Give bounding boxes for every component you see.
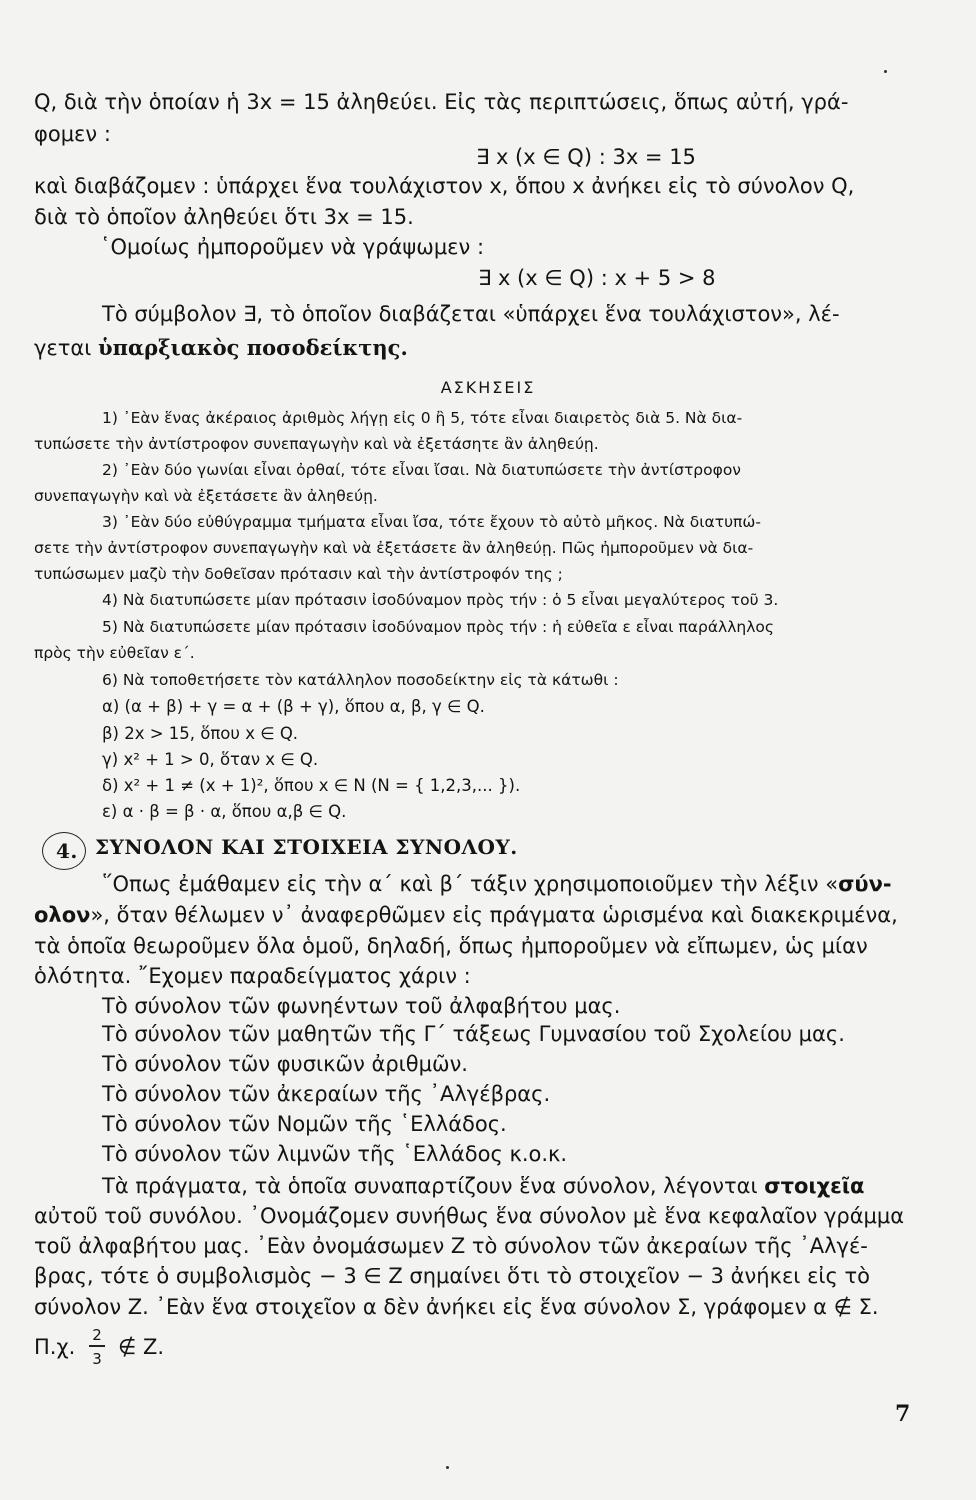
exercise-line: 4) Νὰ διατυπώσετε μίαν πρότασιν ἰσοδύναμον πρὸς τήν : ὁ 5 εἶναι μεγαλύτερος τοῦ 3. [102, 591, 779, 609]
exercise-item: α) (α + β) + γ = α + (β + γ), ὅπου α, β, γ ∈ Q. [102, 697, 485, 716]
text-line: αὐτοῦ τοῦ συνόλου. ᾿Ονομάζομεν συνήθως ἕνα σύνολον μὲ ἕνα κεφαλαῖον γράμμα [34, 1204, 905, 1228]
fraction-numerator: 2 [92, 1326, 102, 1344]
exercise-line: 1) ᾿Εὰν ἕνας ἀκέραιος ἀριθμὸς λήγῃ εἰς 0 ἢ 5, τότε εἶναι διαιρετὸς διὰ 5. Νὰ δια- [102, 409, 743, 427]
page-number: 7 [895, 1401, 911, 1427]
text-line: Q, διὰ τὴν ὁποίαν ἡ 3x = 15 ἀληθεύει. Εἰς τὰς περιπτώσεις, ὅπως αὐτή, γρά- [34, 90, 849, 114]
exercise-item: δ) x² + 1 ≠ (x + 1)², ὅπου x ∈ N (N = { 1,2,3,... }). [102, 776, 521, 795]
exercise-item: β) 2x > 15, ὅπου x ∈ Q. [102, 724, 299, 743]
text-line: ὁλότητα. ῎Εχομεν παραδείγματος χάριν : [34, 964, 471, 988]
section-number: 4. [56, 839, 78, 863]
text-line: τοῦ ἀλφαβήτου μας. ᾿Εὰν ὀνομάσωμεν Ζ τὸ σύνολον τῶν ἀκεραίων τῆς ᾿Αλγέ- [34, 1234, 868, 1258]
text-line: ῾Ομοίως ἠμποροῦμεν νὰ γράψωμεν : [100, 235, 485, 259]
exercise-line: 5) Νὰ διατυπώσετε μίαν πρότασιν ἰσοδύναμον πρὸς τήν : ἡ εὐθεῖα ε εἶναι παράλληλος [102, 618, 774, 636]
exercise-line: τυπώσωμεν μαζὺ τὴν δοθεῖσαν πρότασιν καὶ τὴν ἀντίστροφόν της ; [34, 565, 563, 583]
example-line: Τὸ σύνολον τῶν λιμνῶν τῆς ῾Ελλάδος κ.ο.κ. [102, 1142, 568, 1166]
print-speck [446, 1466, 449, 1469]
example-line: Τὸ σύνολον τῶν μαθητῶν τῆς Γ΄ τάξεως Γυμνασίου τοῦ Σχολείου μας. [102, 1022, 845, 1046]
fraction-denominator: 3 [92, 1350, 102, 1368]
term-bold: ολον [34, 903, 91, 927]
fraction-bar [89, 1345, 105, 1347]
exercise-line: 3) ᾿Εὰν δύο εὐθύγραμμα τμήματα εἶναι ἴσα, τότε ἔχουν τὸ αὐτὸ μῆκος. Νὰ διατυπώ- [102, 513, 761, 531]
text-line: ολον», ὅταν θέλωμεν ν᾿ ἀναφερθῶμεν εἰς πράγματα ὡρισμένα καὶ διακεκριμένα, [34, 903, 898, 927]
formula: ∃ x (x ∈ Q) : x + 5 > 8 [478, 266, 716, 290]
text-line: σύνολον Ζ. ᾿Εὰν ἕνα στοιχεῖον α δὲν ἀνήκει εἰς ἕνα σύνολον Σ, γράφομεν α ∉ Σ. [34, 1295, 879, 1319]
exercises-title: ΑΣΚΗΣΕΙΣ [440, 378, 536, 397]
exercise-line: σετε τὴν ἀντίστροφον συνεπαγωγὴν καὶ νὰ ἐξετάσετε ἂν ἀληθεύῃ. Πῶς ἠμποροῦμεν νὰ δια- [34, 539, 754, 557]
exercise-line: τυπώσετε τὴν ἀντίστροφον συνεπαγωγὴν καὶ νὰ ἐξετάσητε ἂν ἀληθεύῃ. [34, 435, 599, 453]
term-bold: σύν- [838, 872, 892, 896]
exercise-item: γ) x² + 1 > 0, ὅταν x ∈ Q. [102, 750, 319, 769]
term-bold: στοιχεῖα [764, 1174, 865, 1198]
text-line: καὶ διαβάζομεν : ὑπάρχει ἕνα τουλάχιστον x, ὅπου x ἀνήκει εἰς τὸ σύνολον Q, [34, 174, 855, 198]
text-line: βρας, τότε ὁ συμβολισμὸς − 3 ∈ Ζ σημαίνει ὅτι τὸ στοιχεῖον − 3 ἀνήκει εἰς τὸ [34, 1264, 871, 1288]
formula: ∃ x (x ∈ Q) : 3x = 15 [476, 145, 696, 169]
exercise-line: 2) ᾿Εὰν δύο γωνίαι εἶναι ὀρθαί, τότε εἶναι ἴσαι. Νὰ διατυπώσετε τὴν ἀντίστροφον [102, 461, 741, 479]
exercise-line: συνεπαγωγὴν καὶ νὰ ἐξετάσετε ἂν ἀληθεύῃ. [34, 487, 378, 505]
example-line: Τὸ σύνολον τῶν Νομῶν τῆς ῾Ελλάδος. [102, 1112, 507, 1136]
example-prefix: Π.χ. [34, 1335, 76, 1359]
text-line: ῞Οπως ἐμάθαμεν εἰς τὴν α΄ καὶ β΄ τάξιν χρησιμοποιοῦμεν τὴν λέξιν «σύν- [102, 872, 892, 896]
exercise-line: 6) Νὰ τοποθετήσετε τὸν κατάλληλον ποσοδείκτην εἰς τὰ κάτωθι : [102, 671, 619, 689]
text-line: γεται ὑπαρξιακὸς ποσοδείκτης. [34, 335, 408, 360]
exercise-item: ε) α · β = β · α, ὅπου α,β ∈ Q. [102, 802, 347, 821]
text-line: Τὸ σύμβολον ∃, τὸ ὁποῖον διαβάζεται «ὑπάρχει ἕνα τουλάχιστον», λέ- [102, 302, 840, 326]
text-line: τὰ ὁποῖα θεωροῦμεν ὅλα ὁμοῦ, δηλαδή, ὅπως ἠμποροῦμεν νὰ εἴπωμεν, ὡς μίαν [34, 934, 868, 958]
exercise-line: πρὸς τὴν εὐθεῖαν ε΄. [34, 644, 195, 662]
text-line: Τὰ πράγματα, τὰ ὁποῖα συναπαρτίζουν ἕνα σύνολον, λέγονται στοιχεῖα [102, 1174, 865, 1198]
print-speck [884, 70, 887, 73]
example-line: Τὸ σύνολον τῶν φωνηέντων τοῦ ἀλφαβήτου μας. [102, 994, 621, 1018]
term-bold: ὑπαρξιακὸς ποσοδείκτης. [98, 335, 408, 360]
example-line: Τὸ σύνολον τῶν φυσικῶν ἀριθμῶν. [102, 1052, 468, 1076]
example-line: Τὸ σύνολον τῶν ἀκεραίων τῆς ᾿Αλγέβρας. [102, 1082, 551, 1106]
text-line: φομεν : [34, 122, 111, 146]
text-line: διὰ τὸ ὁποῖον ἀληθεύει ὅτι 3x = 15. [34, 205, 414, 229]
section-title: ΣΥΝΟΛΟΝ ΚΑΙ ΣΤΟΙΧΕΙΑ ΣΥΝΟΛΟΥ. [95, 835, 518, 859]
example-suffix: ∉ Ζ. [118, 1335, 165, 1359]
